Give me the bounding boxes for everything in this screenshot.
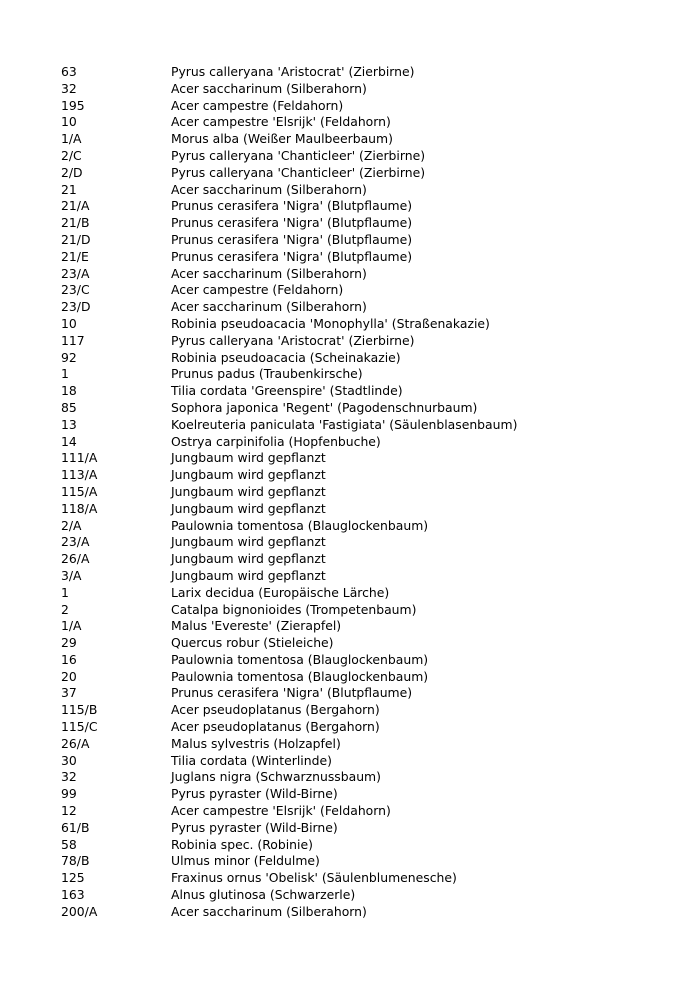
tree-species: Paulownia tomentosa (Blauglockenbaum) [171,668,429,684]
tree-species: Jungbaum wird gepflanzt [171,500,326,516]
tree-number: 23/C [61,282,90,298]
tree-number: 163 [61,887,85,903]
list-item [0,333,700,350]
list-item [0,266,700,283]
list-item [0,114,700,131]
tree-species: Acer campestre (Feldahorn) [171,97,344,113]
tree-number: 61/B [61,819,90,835]
tree-number: 16 [61,651,77,667]
tree-number: 26/A [61,551,90,567]
tree-number: 32 [61,80,77,96]
tree-number: 92 [61,349,77,365]
tree-species: Jungbaum wird gepflanzt [171,483,326,499]
list-item [0,467,700,484]
tree-number: 26/A [61,735,90,751]
tree-species: Koelreuteria paniculata 'Fastigiata' (Säulenblasenbaum) [171,416,518,432]
tree-number: 29 [61,635,77,651]
tree-number: 1 [61,584,69,600]
tree-species: Morus alba (Weißer Maulbeerbaum) [171,131,393,147]
tree-species: Acer campestre 'Elsrijk' (Feldahorn) [171,803,391,819]
list-item [0,702,700,719]
list-item [0,602,700,619]
list-item [0,64,700,81]
tree-number: 78/B [61,853,90,869]
tree-species: Jungbaum wird gepflanzt [171,551,326,567]
list-item [0,282,700,299]
tree-species: Prunus cerasifera 'Nigra' (Blutpflaume) [171,685,413,701]
tree-species: Prunus cerasifera 'Nigra' (Blutpflaume) [171,231,413,247]
tree-number: 99 [61,786,77,802]
tree-species: Acer saccharinum (Silberahorn) [171,903,367,919]
tree-species: Pyrus calleryana 'Aristocrat' (Zierbirne) [171,332,415,348]
tree-number: 125 [61,870,85,886]
tree-number: 14 [61,433,77,449]
list-item [0,366,700,383]
list-item [0,652,700,669]
tree-number: 58 [61,836,77,852]
tree-list-document [0,64,700,921]
tree-number: 23/A [61,265,90,281]
tree-number: 1/A [61,618,82,634]
list-item [0,769,700,786]
list-item [0,870,700,887]
tree-species: Pyrus pyraster (Wild-Birne) [171,786,338,802]
tree-species: Pyrus calleryana 'Chanticleer' (Zierbirne) [171,147,426,163]
tree-number: 115/A [61,483,98,499]
list-item [0,568,700,585]
tree-number: 111/A [61,450,98,466]
tree-number: 2/C [61,147,82,163]
tree-number: 2 [61,601,69,617]
list-item [0,434,700,451]
tree-species: Acer saccharinum (Silberahorn) [171,299,367,315]
tree-number: 21/D [61,231,91,247]
tree-number: 115/B [61,702,98,718]
tree-number: 21/A [61,198,90,214]
list-item [0,803,700,820]
tree-number: 1/A [61,131,82,147]
list-item [0,182,700,199]
list-item [0,736,700,753]
tree-number: 10 [61,315,77,331]
tree-species: Prunus cerasifera 'Nigra' (Blutpflaume) [171,215,413,231]
tree-species: Ostrya carpinifolia (Hopfenbuche) [171,433,381,449]
tree-number: 85 [61,399,77,415]
tree-species: Acer saccharinum (Silberahorn) [171,80,367,96]
tree-number: 18 [61,383,77,399]
tree-species: Juglans nigra (Schwarznussbaum) [171,769,381,785]
list-item [0,450,700,467]
list-item [0,232,700,249]
tree-species: Acer campestre (Feldahorn) [171,282,344,298]
tree-number: 23/A [61,534,90,550]
tree-species: Jungbaum wird gepflanzt [171,450,326,466]
list-item [0,383,700,400]
list-item [0,685,700,702]
list-item [0,904,700,921]
tree-species: Pyrus calleryana 'Aristocrat' (Zierbirne) [171,64,415,79]
list-item [0,786,700,803]
list-item [0,165,700,182]
tree-species: Malus sylvestris (Holzapfel) [171,735,341,751]
list-item [0,417,700,434]
tree-species: Acer pseudoplatanus (Bergahorn) [171,702,380,718]
tree-number: 21 [61,181,77,197]
tree-number: 23/D [61,299,91,315]
list-item [0,618,700,635]
tree-species: Jungbaum wird gepflanzt [171,467,326,483]
tree-number: 63 [61,64,77,79]
tree-number: 200/A [61,903,98,919]
list-item [0,585,700,602]
list-item [0,249,700,266]
list-item [0,753,700,770]
tree-species: Prunus cerasifera 'Nigra' (Blutpflaume) [171,198,413,214]
list-item [0,148,700,165]
list-item [0,484,700,501]
list-item [0,518,700,535]
tree-number: 21/E [61,248,89,264]
tree-species: Quercus robur (Stieleiche) [171,635,334,651]
tree-species: Acer campestre 'Elsrijk' (Feldahorn) [171,114,391,130]
tree-number: 32 [61,769,77,785]
tree-species: Jungbaum wird gepflanzt [171,534,326,550]
list-item [0,887,700,904]
list-item [0,635,700,652]
tree-number: 115/C [61,719,98,735]
tree-species: Acer pseudoplatanus (Bergahorn) [171,719,380,735]
tree-species: Paulownia tomentosa (Blauglockenbaum) [171,517,429,533]
list-item [0,719,700,736]
tree-number: 118/A [61,500,98,516]
tree-number: 2/A [61,517,82,533]
list-item [0,81,700,98]
tree-number: 37 [61,685,77,701]
tree-species: Malus 'Evereste' (Zierapfel) [171,618,342,634]
tree-species: Robinia pseudoacacia (Scheinakazie) [171,349,401,365]
tree-species: Robinia pseudoacacia 'Monophylla' (Straßenakazie) [171,315,490,331]
list-item [0,551,700,568]
tree-species: Alnus glutinosa (Schwarzerle) [171,887,356,903]
tree-number: 2/D [61,164,83,180]
list-item [0,350,700,367]
tree-number: 21/B [61,215,90,231]
tree-species: Tilia cordata (Winterlinde) [171,752,332,768]
tree-species: Fraxinus ornus 'Obelisk' (Säulenblumenesche) [171,870,457,886]
list-item [0,669,700,686]
tree-number: 10 [61,114,77,130]
list-item [0,501,700,518]
tree-species: Tilia cordata 'Greenspire' (Stadtlinde) [171,383,403,399]
list-item [0,820,700,837]
list-item [0,837,700,854]
list-item [0,98,700,115]
tree-species: Robinia spec. (Robinie) [171,836,313,852]
tree-species: Ulmus minor (Feldulme) [171,853,320,869]
tree-number: 1 [61,366,69,382]
tree-species: Pyrus calleryana 'Chanticleer' (Zierbirne) [171,164,426,180]
list-item [0,198,700,215]
tree-species: Sophora japonica 'Regent' (Pagodenschnurbaum) [171,399,478,415]
tree-number: 20 [61,668,77,684]
tree-species: Paulownia tomentosa (Blauglockenbaum) [171,651,429,667]
tree-species: Pyrus pyraster (Wild-Birne) [171,819,338,835]
tree-number: 117 [61,332,85,348]
tree-species: Larix decidua (Europäische Lärche) [171,584,390,600]
tree-number: 13 [61,416,77,432]
list-item [0,131,700,148]
list-item [0,299,700,316]
tree-number: 3/A [61,567,82,583]
tree-species: Jungbaum wird gepflanzt [171,567,326,583]
tree-species: Prunus padus (Traubenkirsche) [171,366,363,382]
tree-number: 30 [61,752,77,768]
tree-species: Catalpa bignonioides (Trompetenbaum) [171,601,417,617]
list-item [0,853,700,870]
list-item [0,316,700,333]
tree-number: 195 [61,97,85,113]
tree-species: Prunus cerasifera 'Nigra' (Blutpflaume) [171,248,413,264]
tree-number: 12 [61,803,77,819]
list-item [0,534,700,551]
tree-species: Acer saccharinum (Silberahorn) [171,265,367,281]
list-item [0,400,700,417]
tree-species: Acer saccharinum (Silberahorn) [171,181,367,197]
tree-number: 113/A [61,467,98,483]
list-item [0,215,700,232]
